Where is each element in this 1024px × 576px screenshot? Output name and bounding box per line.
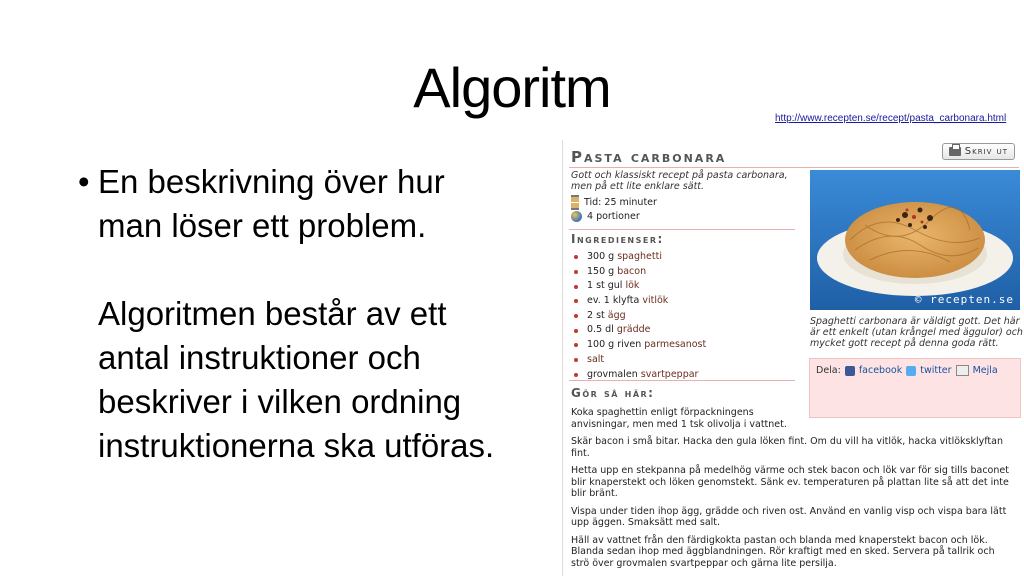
title-divider xyxy=(569,167,1019,168)
ingredient-link[interactable]: spaghetti xyxy=(617,251,662,262)
step-text: Hetta upp en stekpanna på medelhög värme och stek bacon och lök var för sig tills baconet blir knaperstekt och löken genomstekt. Sänk ev. temperaturen på plattan lite så att det inte blir bränt. xyxy=(571,465,1009,499)
ingredient-amount: 100 g riven xyxy=(587,339,645,351)
hourglass-icon xyxy=(571,195,579,210)
step-text: Vispa under tiden ihop ägg, grädde och riven ost. Använd en vanlig visp och vispa bara lätt upp äggen. Smaksätt med salt. xyxy=(571,505,1007,528)
ingredient-link[interactable]: grädde xyxy=(616,324,651,336)
ingredient-link[interactable]: bacon xyxy=(617,265,647,277)
bullet-dot: • xyxy=(78,163,90,200)
portions-row xyxy=(571,211,640,222)
print-button[interactable] xyxy=(942,143,1015,160)
ingredient-amount: 150 g xyxy=(587,265,618,277)
ingredient-link[interactable]: parmesanost xyxy=(644,339,707,351)
photo-caption: Spaghetti carbonara är väldigt gott. Det här är ett enkelt (utan krångel med äggulor) och mycket gott recept på denna goda rätt. xyxy=(810,316,1023,349)
printer-icon xyxy=(949,147,961,156)
ingredient-amount: 2 st xyxy=(587,309,608,321)
source-link[interactable]: http://www.recepten.se/recept/pasta_carbonara.html xyxy=(775,113,1007,124)
ingredient-link[interactable]: salt xyxy=(587,353,605,365)
portions-icon xyxy=(571,211,582,222)
slide-body xyxy=(78,160,498,468)
recipe-title: Pasta carbonara xyxy=(571,148,727,166)
bullet-icon xyxy=(574,314,578,318)
facebook-icon[interactable] xyxy=(845,366,855,376)
bullet-icon xyxy=(574,329,578,333)
ingredients-divider xyxy=(569,380,795,381)
bullet-icon xyxy=(574,285,578,289)
portions-text: 4 portioner xyxy=(587,211,640,222)
time-row xyxy=(571,195,657,210)
steps-heading: Gör så här: xyxy=(571,386,655,400)
ingredient-item xyxy=(571,250,706,265)
photo-watermark: © recepten.se xyxy=(914,293,1014,306)
ingredient-link[interactable]: ägg xyxy=(607,309,626,321)
share-twitter-link[interactable]: twitter xyxy=(920,365,952,376)
ingredients-heading: Ingredienser: xyxy=(571,232,664,246)
steps-list xyxy=(571,407,1011,575)
ingredient-link[interactable]: lök xyxy=(625,280,640,292)
bullet-icon xyxy=(574,358,578,362)
ingredient-item xyxy=(571,338,706,353)
mail-icon[interactable] xyxy=(956,365,969,376)
ingredient-item xyxy=(571,294,706,309)
ingredient-amount: 1 st gul xyxy=(587,280,626,292)
ingredient-item xyxy=(571,265,706,280)
bullet-icon xyxy=(574,343,578,347)
twitter-icon[interactable] xyxy=(906,366,916,376)
food-photo xyxy=(810,170,1020,310)
bullet-text: En beskrivning över hur man löser ett problem. xyxy=(98,163,445,244)
bullet-icon xyxy=(574,270,578,274)
ingredient-amount: 300 g xyxy=(587,251,618,262)
ingredients-list xyxy=(571,250,706,382)
share-label: Dela: xyxy=(816,365,841,376)
bullet-icon xyxy=(574,299,578,303)
slide-title: Algoritm xyxy=(413,56,611,119)
step-text: Häll av vattnet från den färdigkokta pastan och blanda med knaperstekt bacon och lök. Blanda sedan ihop med äggblandningen. Rör kraftigt med en sked. Servera på tallrik och strö över grovmalen svartpeppar och gärna lite persilja. xyxy=(571,534,995,569)
recipe-screenshot xyxy=(562,140,1024,576)
bullet-icon xyxy=(574,373,578,377)
body-paragraph: Algoritmen består av ett antal instruktioner och beskriver i vilken ordning instruktionerna ska utföras. xyxy=(98,295,495,464)
step-text: Koka spaghettin enligt förpackningens anvisningar, men med 1 tsk olivolja i vattnet. xyxy=(571,407,787,430)
ingredient-item xyxy=(571,353,706,368)
print-label: Skriv ut xyxy=(964,146,1008,157)
share-facebook-link[interactable]: facebook xyxy=(858,365,903,376)
recipe-intro: Gott och klassiskt recept på pasta carbonara, men på ett lite enklare sätt. xyxy=(571,170,788,192)
ingredient-amount: grovmalen xyxy=(587,368,641,380)
share-mail-link[interactable]: Mejla xyxy=(972,365,998,376)
meta-divider xyxy=(569,229,795,230)
ingredient-item xyxy=(571,309,706,324)
time-text: Tid: 25 minuter xyxy=(584,197,657,208)
ingredient-link[interactable]: vitlök xyxy=(642,295,669,307)
ingredient-link[interactable]: svartpeppar xyxy=(640,368,699,380)
ingredient-item xyxy=(571,323,706,338)
step-text: Skär bacon i små bitar. Hacka den gula löken fint. Om du vill ha vitlök, hacka vitlöksklyftan fint. xyxy=(571,436,1003,459)
ingredient-amount: 0.5 dl xyxy=(587,324,617,336)
bullet-icon xyxy=(574,255,578,259)
ingredient-item xyxy=(571,279,706,294)
ingredient-amount: ev. 1 klyfta xyxy=(587,295,643,307)
